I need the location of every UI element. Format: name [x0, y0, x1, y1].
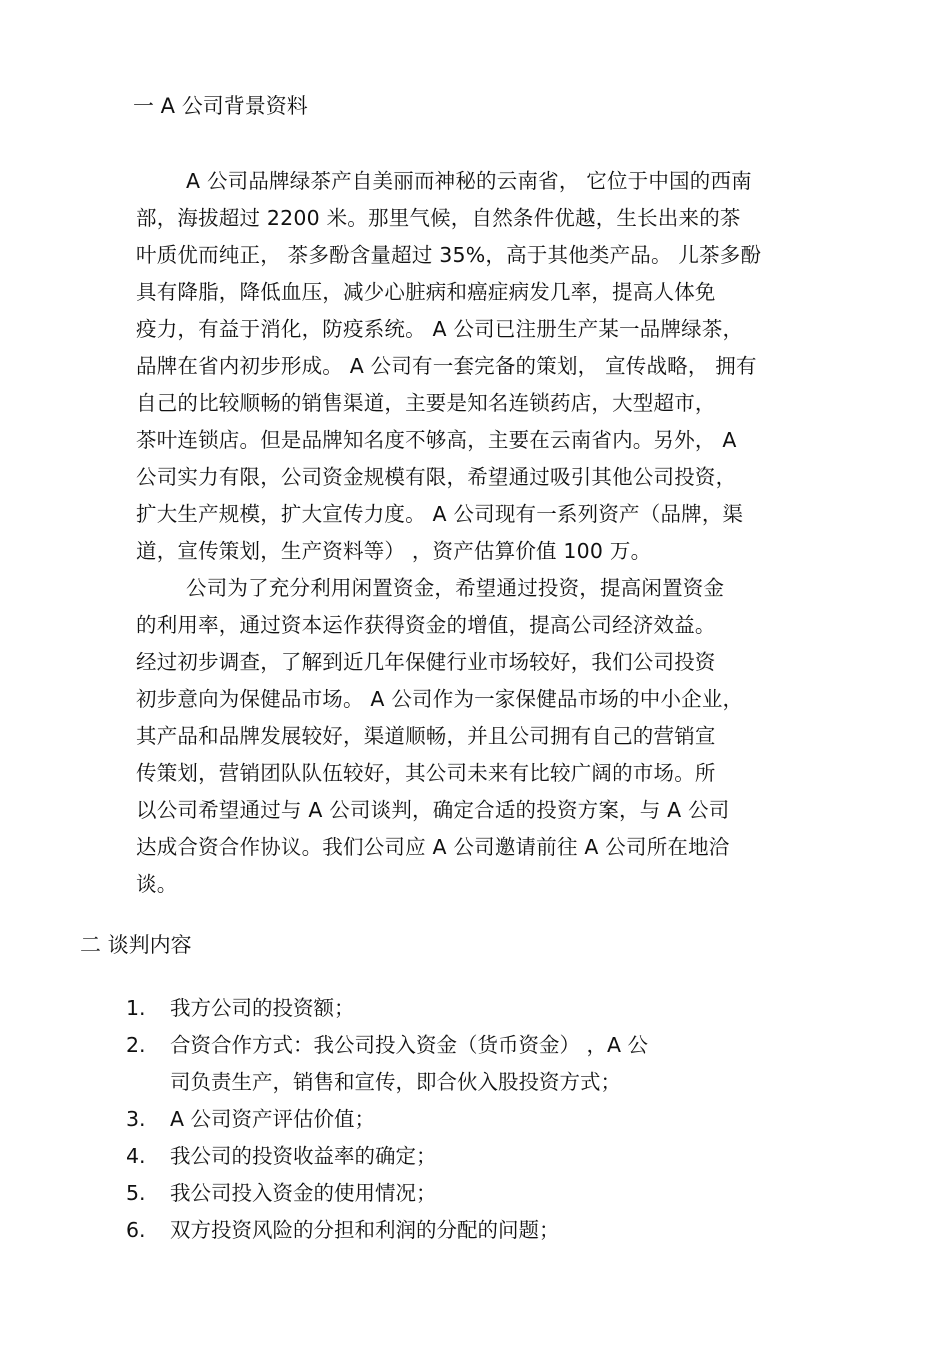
paragraph-line: 公司实力有限，公司资金规模有限，希望通过吸引其他公司投资， [136, 465, 737, 489]
list-item-line: 双方投资风险的分担和利润的分配的问题； [170, 1218, 560, 1242]
list-item-text [170, 1212, 846, 1249]
list-item-number: 5. [126, 1181, 146, 1205]
list-item [126, 1212, 846, 1249]
paragraph-line: 达成合资合作协议。我们公司应 A 公司邀请前往 A 公司所在地洽 [136, 835, 730, 859]
list-item-text [170, 1138, 846, 1175]
paragraph-line: 自己的比较顺畅的销售渠道，主要是知名连锁药店，大型超市， [136, 391, 716, 415]
list-item-number: 2. [126, 1033, 146, 1057]
paragraph-line: 传策划，营销团队队伍较好，其公司未来有比较广阔的市场。所 [136, 761, 716, 785]
paragraph-line: A 公司品牌绿茶产自美丽而神秘的云南省， 它位于中国的西南 [186, 169, 752, 193]
list-item [126, 1175, 846, 1212]
background-paragraph-2 [136, 570, 866, 903]
list-item [126, 1101, 846, 1138]
paragraph-line: 茶叶连锁店。但是品牌知名度不够高，主要在云南省内。另外， A [136, 428, 737, 452]
paragraph-line: 疫力，有益于消化，防疫系统。 A 公司已注册生产某一品牌绿茶， [136, 317, 744, 341]
paragraph-line: 扩大生产规模，扩大宣传力度。 A 公司现有一系列资产（品牌，渠 [136, 502, 744, 526]
list-item-number: 3. [126, 1107, 146, 1131]
section-heading-negotiation: 二 谈判内容 [80, 933, 192, 957]
list-item-text [170, 1027, 846, 1101]
paragraph-line: 谈。 [136, 872, 178, 896]
section-heading-background: 一 A 公司背景资料 [133, 94, 308, 118]
paragraph-line: 部，海拔超过 2200 米。那里气候，自然条件优越，生长出来的茶 [136, 206, 741, 230]
paragraph-line: 品牌在省内初步形成。 A 公司有一套完备的策划， 宣传战略， 拥有 [136, 354, 757, 378]
paragraph-line: 初步意向为保健品市场。 A 公司作为一家保健品市场的中小企业， [136, 687, 744, 711]
paragraph-line: 以公司希望通过与 A 公司谈判，确定合适的投资方案，与 A 公司 [136, 798, 730, 822]
list-item-text [170, 1101, 846, 1138]
list-item-line: 司负责生产，销售和宣传，即合伙入股投资方式； [170, 1070, 621, 1094]
background-paragraph-1 [136, 163, 866, 570]
paragraph-line: 公司为了充分利用闲置资金，希望通过投资，提高闲置资金 [186, 576, 725, 600]
list-item-text [170, 1175, 846, 1212]
list-item [126, 1138, 846, 1175]
list-item-line: 合资合作方式：我公司投入资金（货币资金） ，A 公 [170, 1033, 649, 1057]
paragraph-line: 道，宣传策划，生产资料等） ，资产估算价值 100 万。 [136, 539, 652, 563]
paragraph-line: 叶质优而纯正， 茶多酚含量超过 35%，高于其他类产品。 儿茶多酚 [136, 243, 762, 267]
list-item [126, 1027, 846, 1101]
list-item-line: A 公司资产评估价值； [170, 1107, 376, 1131]
list-item-number: 1. [126, 996, 146, 1020]
list-item-number: 4. [126, 1144, 146, 1168]
list-item-line: 我方公司的投资额； [170, 996, 355, 1020]
list-item-line: 我公司投入资金的使用情况； [170, 1181, 437, 1205]
list-item-number: 6. [126, 1218, 146, 1242]
list-item-line: 我公司的投资收益率的确定； [170, 1144, 437, 1168]
list-item-text [170, 990, 846, 1027]
list-item [126, 990, 846, 1027]
paragraph-line: 具有降脂，降低血压，减少心脏病和癌症病发几率，提高人体免 [136, 280, 716, 304]
paragraph-line: 其产品和品牌发展较好，渠道顺畅，并且公司拥有自己的营销宣 [136, 724, 716, 748]
negotiation-items-list [126, 990, 846, 1249]
paragraph-line: 的利用率，通过资本运作获得资金的增值，提高公司经济效益。 [136, 613, 716, 637]
paragraph-line: 经过初步调查，了解到近几年保健行业市场较好，我们公司投资 [136, 650, 716, 674]
